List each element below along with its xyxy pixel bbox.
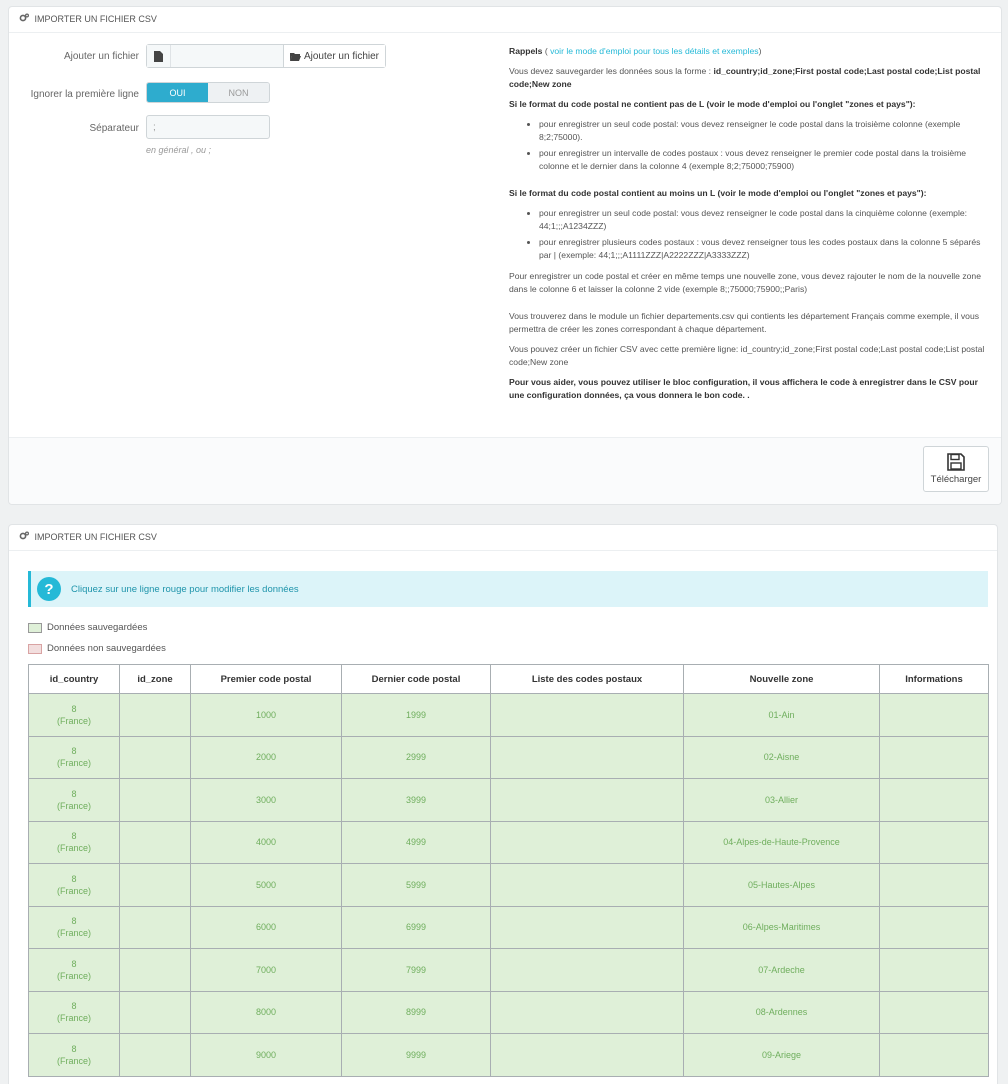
file-icon (147, 45, 171, 67)
cell-last-postal-code: 3999 (342, 779, 491, 822)
column-header: Dernier code postal (342, 665, 491, 694)
column-header: Nouvelle zone (684, 665, 880, 694)
cell-first-postal-code: 4000 (191, 821, 342, 864)
cogs-icon (19, 531, 29, 541)
column-header: Liste des codes postaux (491, 665, 684, 694)
help-text: Rappels ( voir le mode d'emploi pour tous les détails et exemples) Vous devez sauvegarder les données sous la forme : id_country;id_zone;First postal code;Last postal code;List postal code;New zone Si le format du code postal ne contient pas de L (voir le mode d'emploi ou l'onglet "zones et pays"): • pour enregistrer un seul code postal: vous devez renseigner le code postal dans la troisième colonne (exemple 8;2;75000). • pour enregistrer un intervalle de codes postaux : vous devez renseigner le premier code postal dans la troisième colonne et le dernier dans la colonne 4 (exemple 8;2;75000;75900) Si le format du code postal contient au moins un L (voir le mode d'emploi ou l'onglet "zones et pays"): • pour enregistrer un seul code postal: vous devez renseigner le code postal dans la cinquième colonne (exemple: 44;1;;;A1234ZZZ) • pour enregistrer plusieurs codes postaux : vous devez renseigner tous les codes postaux dans la colonne 5 séparés par | (exemple: 44;1;;;A1111ZZZ|A2222ZZZ|A3333ZZZ) Pour enregistrer un code postal et créer en même temps une nouvelle zone, vous devez rajouter le nom de la nouvelle zone dans le colonne 6 et laisser la colonne 2 vide (exemple 8;;75000;75900;;Paris) Vous trouverez dans le module un fichier departements.csv qui contients les département Français comme exemple, il vous permettra de créer les zones correspondant à chaque département. Vous pouvez créer un fichier CSV avec cette première ligne: id_country;id_zone;First postal code;Last postal code;List postal code;New zone Pour vous aider, vous pouvez utiliser le bloc configuration, il vous affichera le code à enregistrer dans le CSV pour une configuration données, ça vous donnera le bon code. . (509, 45, 989, 409)
table-row[interactable] (29, 949, 989, 992)
cell-country (29, 906, 120, 949)
cell-informations (880, 864, 989, 907)
country-name: (France) (56, 1013, 91, 1024)
file-label: Ajouter un fichier (63, 51, 139, 62)
config-tip: Pour vous aider, vous pouvez utiliser le bloc configuration, il vous affichera le code à enregistrer dans le CSV pour une configuration données, ça vous donnera le bon code. . (509, 377, 978, 400)
list-item: • pour enregistrer un intervalle de codes postaux : vous devez renseigner le premier code postal dans la troisième colonne et le dernier dans la colonne 4 (exemple 8;2;75000;75900) (539, 147, 989, 173)
first-line-text: Vous pouvez créer un fichier CSV avec cette première ligne: id_country;id_zone;First postal code;Last postal code;List postal code;New zone (509, 344, 985, 367)
cell-informations (880, 736, 989, 779)
table-row[interactable] (29, 694, 989, 737)
cell-postal-code-list (491, 991, 684, 1034)
table-row[interactable] (29, 991, 989, 1034)
legend-unsaved (28, 643, 166, 654)
cell-first-postal-code: 8000 (191, 991, 342, 1034)
cell-last-postal-code: 6999 (342, 906, 491, 949)
cell-postal-code-list (491, 1034, 684, 1077)
list-item: • pour enregistrer plusieurs codes postaux : vous devez renseigner tous les codes postaux dans la colonne 5 séparés par | (exemple: 44;1;;;A1111ZZZ|A2222ZZZ|A3333ZZZ) (539, 236, 989, 262)
cell-new-zone: 07-Ardeche (684, 949, 880, 992)
country-name: (France) (56, 800, 91, 811)
cell-informations (880, 1034, 989, 1077)
table-row[interactable] (29, 821, 989, 864)
cell-zone (120, 864, 191, 907)
saved-swatch (28, 623, 42, 633)
cell-zone (120, 949, 191, 992)
column-header: id_zone (120, 665, 191, 694)
cell-first-postal-code: 7000 (191, 949, 342, 992)
cell-new-zone: 03-Allier (684, 779, 880, 822)
skip-first-line-label: Ignorer la première ligne (30, 89, 139, 100)
import-form-panel (8, 6, 1002, 505)
panel-title: IMPORTER UN FICHIER CSV (34, 14, 157, 24)
cell-first-postal-code: 9000 (191, 1034, 342, 1077)
legend-unsaved-label: Données non sauvegardées (47, 643, 166, 654)
cell-new-zone: 04-Alpes-de-Haute-Provence (684, 821, 880, 864)
download-button-label: Télécharger (930, 474, 982, 485)
cell-first-postal-code: 2000 (191, 736, 342, 779)
cell-country (29, 694, 120, 737)
format-intro: Vous devez sauvegarder les données sous la forme : (509, 66, 712, 76)
cell-country (29, 1034, 120, 1077)
country-id: 8 (71, 703, 77, 714)
cell-informations (880, 991, 989, 1034)
list-item: • pour enregistrer un seul code postal: vous devez renseigner le code postal dans la troisième colonne (exemple 8;2;75000). (539, 118, 989, 144)
cell-last-postal-code: 9999 (342, 1034, 491, 1077)
cell-first-postal-code: 1000 (191, 694, 342, 737)
cell-zone (120, 736, 191, 779)
departements-text: Vous trouverez dans le module un fichier departements.csv qui contients les département Français comme exemple, il vous permettra de créer les zones correspondant à chaque département. (509, 311, 980, 334)
cell-last-postal-code: 5999 (342, 864, 491, 907)
info-alert (28, 571, 988, 607)
list-item: • pour enregistrer un seul code postal: vous devez renseigner le code postal dans la cinquième colonne (exemple: 44;1;;;A1234ZZZ) (539, 207, 989, 233)
skip-first-line-toggle[interactable] (146, 82, 270, 103)
add-file-button[interactable] (283, 45, 385, 67)
cell-informations (880, 821, 989, 864)
cell-zone (120, 694, 191, 737)
cell-informations (880, 694, 989, 737)
column-header: id_country (29, 665, 120, 694)
column-header: Informations (880, 665, 989, 694)
country-name: (France) (56, 1055, 91, 1066)
toggle-no[interactable]: NON (208, 83, 269, 102)
cell-postal-code-list (491, 694, 684, 737)
cell-zone (120, 821, 191, 864)
separator-label: Séparateur (89, 123, 139, 134)
add-file-button-label: Ajouter un fichier (303, 50, 380, 62)
country-name: (France) (56, 758, 91, 769)
cell-last-postal-code: 4999 (342, 821, 491, 864)
cell-last-postal-code: 2999 (342, 736, 491, 779)
cell-last-postal-code: 8999 (342, 991, 491, 1034)
manual-link[interactable]: voir le mode d'emploi pour tous les détails et exemples (550, 46, 759, 56)
cell-postal-code-list (491, 821, 684, 864)
new-zone-text: Pour enregistrer un code postal et créer en même temps une nouvelle zone, vous devez rajouter le nom de la nouvelle zone dans le colonne 6 et laisser la colonne 2 vide (exemple 8;;75000;75900;;Paris) (509, 271, 981, 294)
cell-zone (120, 1034, 191, 1077)
cell-country (29, 949, 120, 992)
country-name: (France) (56, 843, 91, 854)
panel-title: IMPORTER UN FICHIER CSV (34, 532, 157, 542)
separator-input[interactable]: ; (146, 115, 270, 139)
cell-new-zone: 09-Ariege (684, 1034, 880, 1077)
panel-heading (9, 7, 1001, 33)
alert-text: Cliquez sur une ligne rouge pour modifier les données (71, 583, 299, 595)
legend-saved-label: Données sauvegardées (47, 622, 148, 633)
separator-hint: en général , ou ; (146, 145, 212, 155)
rappels-title: Rappels (509, 46, 543, 56)
cell-country (29, 991, 120, 1034)
import-results-panel (8, 524, 998, 1084)
column-header: Premier code postal (191, 665, 342, 694)
panel-footer (9, 437, 1001, 504)
cell-first-postal-code: 3000 (191, 779, 342, 822)
cell-country (29, 821, 120, 864)
country-id: 8 (71, 958, 77, 969)
table-row[interactable] (29, 1034, 989, 1077)
country-id: 8 (71, 873, 77, 884)
country-id: 8 (71, 1043, 77, 1054)
panel-heading (9, 525, 997, 551)
cell-last-postal-code: 1999 (342, 694, 491, 737)
country-id: 8 (71, 746, 77, 757)
cogs-icon (19, 13, 29, 23)
folder-open-icon (290, 52, 301, 61)
cell-new-zone: 05-Hautes-Alpes (684, 864, 880, 907)
format-value: id_country;id_zone;First postal code;Last postal code;List postal code;New zone (509, 66, 981, 89)
download-button[interactable] (923, 446, 989, 492)
cell-new-zone: 01-Ain (684, 694, 880, 737)
table-row[interactable] (29, 779, 989, 822)
with-l-list (509, 207, 989, 262)
legend-saved (28, 622, 147, 633)
country-id: 8 (71, 831, 77, 842)
table-header-row (29, 665, 989, 694)
country-id: 8 (71, 788, 77, 799)
with-l-title: Si le format du code postal contient au moins un L (voir le mode d'emploi ou l'onglet "zones et pays"): (509, 188, 927, 198)
file-name-field[interactable] (171, 45, 283, 67)
country-name: (France) (56, 928, 91, 939)
cell-informations (880, 779, 989, 822)
cell-zone (120, 991, 191, 1034)
cell-postal-code-list (491, 864, 684, 907)
cell-postal-code-list (491, 736, 684, 779)
cell-informations (880, 949, 989, 992)
country-name: (France) (56, 715, 91, 726)
file-upload-field[interactable] (146, 44, 386, 68)
cell-first-postal-code: 6000 (191, 906, 342, 949)
cell-postal-code-list (491, 779, 684, 822)
cell-postal-code-list (491, 949, 684, 992)
question-icon: ? (37, 577, 61, 601)
cell-country (29, 736, 120, 779)
cell-informations (880, 906, 989, 949)
no-l-list (509, 118, 989, 173)
save-icon (947, 453, 965, 471)
unsaved-swatch (28, 644, 42, 654)
no-l-title: Si le format du code postal ne contient pas de L (voir le mode d'emploi ou l'onglet "zones et pays"): (509, 99, 916, 109)
cell-last-postal-code: 7999 (342, 949, 491, 992)
cell-new-zone: 08-Ardennes (684, 991, 880, 1034)
cell-first-postal-code: 5000 (191, 864, 342, 907)
country-id: 8 (71, 1001, 77, 1012)
table-row[interactable] (29, 906, 989, 949)
country-name: (France) (56, 885, 91, 896)
cell-zone (120, 779, 191, 822)
cell-new-zone: 02-Aisne (684, 736, 880, 779)
country-id: 8 (71, 916, 77, 927)
cell-country (29, 864, 120, 907)
import-table (28, 664, 989, 1077)
table-row[interactable] (29, 864, 989, 907)
cell-country (29, 779, 120, 822)
toggle-yes[interactable]: OUI (147, 83, 208, 102)
country-name: (France) (56, 970, 91, 981)
table-row[interactable] (29, 736, 989, 779)
cell-zone (120, 906, 191, 949)
cell-postal-code-list (491, 906, 684, 949)
cell-new-zone: 06-Alpes-Maritimes (684, 906, 880, 949)
